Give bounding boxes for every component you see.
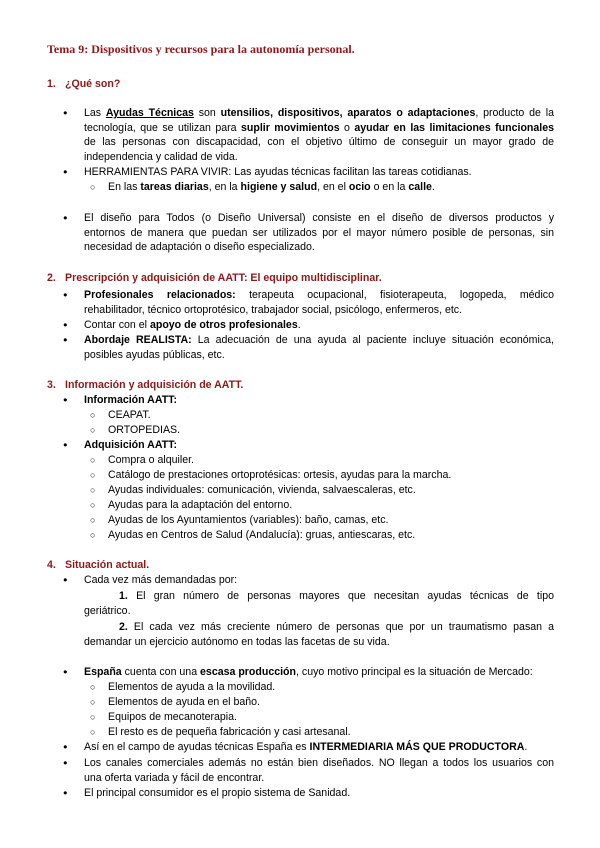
bullet-intermediaria: ● Así en el campo de ayudas técnicas España es INTERMEDIARIA MÁS QUE PRODUCTORA. bbox=[84, 740, 554, 755]
adq-item: ○ Ayudas en Centros de Salud (Andalucía): gruas, antiescaras, etc. bbox=[108, 528, 554, 543]
section-2-heading: 2. Prescripción y adquisición de AATT: El equipo multidisciplinar. bbox=[47, 272, 382, 284]
adq-item: ○ Catálogo de prestaciones ortoprotésicas: ortesis, ayudas para la marcha. bbox=[108, 468, 554, 483]
bullet-consumidor: ● El principal consumidor es el propio sistema de Sanidad. bbox=[84, 786, 554, 801]
section-4-heading: 4. Situación actual. bbox=[47, 559, 150, 571]
sub-bullet-tareas: ○ En las tareas diarias, en la higiene y salud, en el ocio o en la calle. bbox=[108, 180, 554, 195]
adq-item: ○ Ayudas para la adaptación del entorno. bbox=[108, 498, 554, 513]
section-1-heading bbox=[47, 77, 120, 92]
bullet-canales: ● Los canales comerciales además no están bien diseñados. NO llegan a todos los usuarios con una oferta variada y fácil de encontrar. bbox=[84, 756, 554, 785]
adq-item: ○ Ayudas individuales: comunicación, vivienda, salvaescaleras, etc. bbox=[108, 483, 554, 498]
bullet-apoyo: ● Contar con el apoyo de otros profesionales. bbox=[84, 318, 554, 333]
espana-item: ○ Elementos de ayuda en el baño. bbox=[108, 695, 554, 710]
bullet-profesionales: ● Profesionales relacionados: terapeuta ocupacional, fisioterapeuta, logopeda, médico rehabilitador, técnico ortoprotésico, trabajador social, psicólogo, enfermeros, etc. bbox=[84, 288, 554, 317]
document-title: Tema 9: Dispositivos y recursos para la autonomía personal. bbox=[47, 42, 355, 56]
bullet-espana: ● España cuenta con una escasa producción, cuyo motivo principal es la situación de Mercado: bbox=[84, 665, 554, 680]
section-1-title: ¿Qué son? bbox=[65, 78, 121, 90]
adq-item: ○ Compra o alquiler. bbox=[108, 453, 554, 468]
bullet-adquisicion: ● Adquisición AATT: bbox=[84, 438, 554, 453]
espana-item: ○ Elementos de ayuda a la movilidad. bbox=[108, 680, 554, 695]
bullet-abordaje: ● Abordaje REALISTA: La adecuación de una ayuda al paciente incluye situación económica, posibles ayudas públicas, etc. bbox=[84, 333, 554, 362]
numbered-item-1: 1. El gran número de personas mayores que necesitan ayudas técnicas de tipo geriátrico. bbox=[84, 590, 554, 617]
info-item: ○ CEAPAT. bbox=[108, 408, 554, 423]
espana-item: ○ Equipos de mecanoterapia. bbox=[108, 710, 554, 725]
bullet-informacion: ● Información AATT: bbox=[84, 393, 554, 408]
section-3-heading: 3. Información y adquisición de AATT. bbox=[47, 379, 244, 391]
numbered-item-2: 2. El cada vez más creciente número de personas que por un traumatismo pasan a demandar un ejercicio autónomo en todas las facetas de su vida. bbox=[84, 621, 554, 648]
info-item: ○ ORTOPEDIAS. bbox=[108, 423, 554, 438]
section-1-number: 1. bbox=[47, 78, 56, 90]
bullet-ayudas-tecnicas: ● Las Ayudas Técnicas son utensilios, dispositivos, aparatos o adaptaciones, producto de la tecnología, que se utilizan para suplir movimientos o ayudar en las limitaciones funcionales de las personas con discapacidad, con el objetivo último de conseguir un mayor grado de independencia y calidad de vida. bbox=[84, 106, 554, 164]
bullet-herramientas: ● HERRAMIENTAS PARA VIVIR: Las ayudas técnicas facilitan las tareas cotidianas. bbox=[84, 165, 554, 180]
espana-item: ○ El resto es de pequeña fabricación y casi artesanal. bbox=[108, 725, 554, 740]
adq-item: ○ Ayudas de los Ayuntamientos (variables): baño, camas, etc. bbox=[108, 513, 554, 528]
bullet-demandadas: ● Cada vez más demandadas por: bbox=[84, 573, 554, 588]
bullet-diseno-para-todos: ● El diseño para Todos (o Diseño Universal) consiste en el diseño de diversos productos y entornos de manera que puedan ser utilizados por el mayor número posible de personas, sin necesidad de adaptación o diseño especializado. bbox=[84, 211, 554, 255]
